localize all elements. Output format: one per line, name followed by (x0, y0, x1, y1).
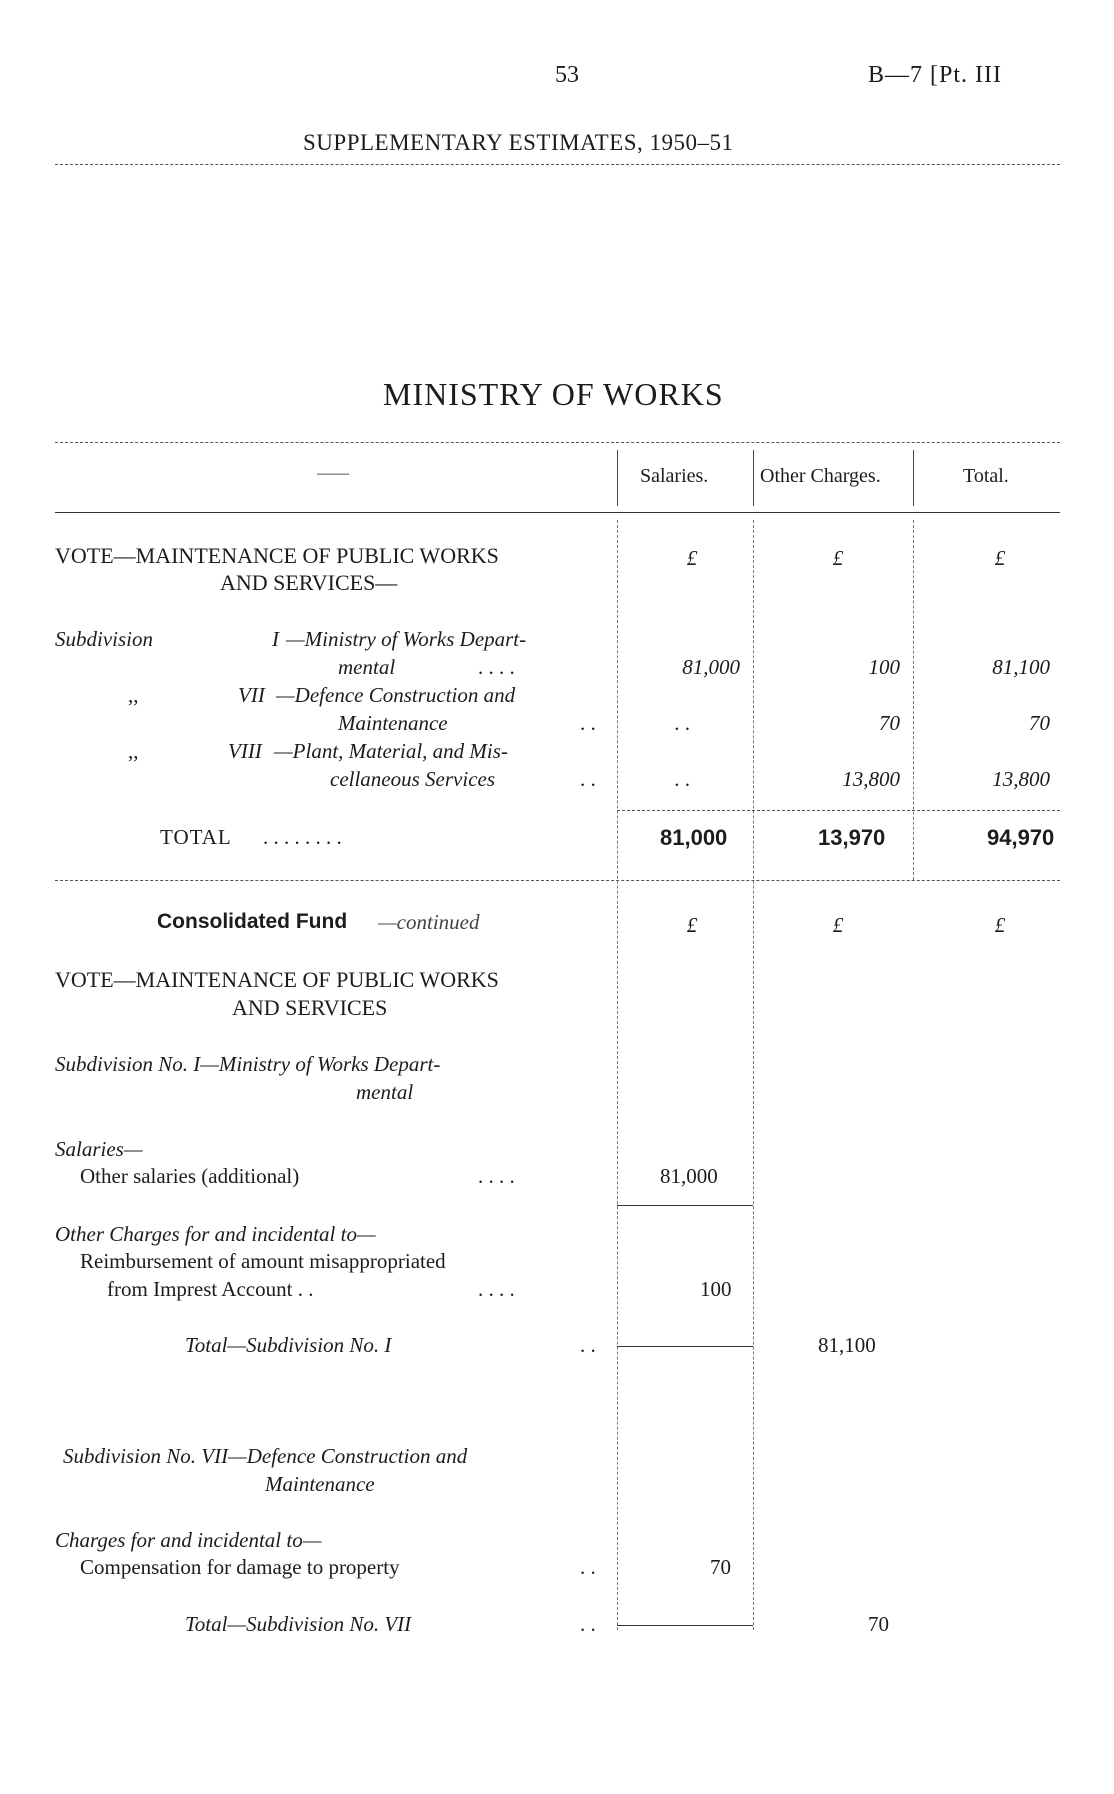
total-row-label: TOTAL (160, 825, 232, 849)
sub1-reimbursement-dots: . . . . (478, 1277, 515, 1301)
consolidated-fund-continued: —continued (378, 910, 480, 934)
summary-table-bottom-rule (55, 880, 1060, 881)
sub1-total-label: Total—Subdivision No. I (185, 1333, 392, 1357)
sub7-total-label: Total—Subdivision No. VII (185, 1612, 412, 1636)
summary-row-2-prefix: ,, (128, 683, 139, 707)
sub7-total-value: 70 (868, 1612, 889, 1636)
column-guide-3 (913, 520, 914, 880)
detail-vote-heading-line2: AND SERVICES (232, 995, 388, 1020)
sub1-heading-cont: mental (356, 1080, 414, 1104)
detail-currency-other: £ (832, 913, 844, 937)
currency-salaries: £ (686, 546, 698, 570)
page-reference: B—7 [Pt. III (868, 62, 1002, 88)
currency-total: £ (994, 546, 1006, 570)
column-guide-2 (753, 520, 754, 1630)
summary-row-2-other: 70 (879, 711, 900, 735)
column-divider-2 (753, 450, 754, 506)
summary-row-3-desc-cont: cellaneous Services (330, 767, 496, 791)
vote-heading-line2: AND SERVICES— (220, 570, 398, 595)
summary-row-1-code: I (272, 627, 279, 651)
sub1-reimbursement-cont: from Imprest Account . . (107, 1277, 314, 1301)
summary-row-3-prefix: ,, (128, 739, 139, 763)
summary-row-1-dots: . . . . (478, 655, 515, 679)
summary-row-1-desc: —Ministry of Works Depart- (286, 627, 527, 651)
summary-row-1-salaries: 81,000 (682, 655, 740, 679)
running-title: SUPPLEMENTARY ESTIMATES, 1950–51 (303, 130, 734, 155)
summary-row-1-other: 100 (868, 655, 900, 679)
column-header-other-charges: Other Charges. (760, 465, 881, 487)
summary-row-2-code: VII (238, 683, 265, 707)
column-header-blank: —— (317, 465, 349, 482)
summary-row-2-total: 70 (1029, 711, 1050, 735)
detail-currency-salaries: £ (686, 913, 698, 937)
summary-row-3-total: 13,800 (992, 767, 1050, 791)
summary-row-1-prefix: Subdivision (55, 627, 153, 651)
summary-row-3-dots: . . (580, 767, 596, 791)
sub1-other-salaries-dots: . . . . (478, 1164, 515, 1188)
sub7-total-rule (617, 1625, 753, 1626)
total-row-dots: . . . . . . . . (263, 825, 342, 849)
vote-heading-line1: VOTE—MAINTENANCE OF PUBLIC WORKS (55, 543, 499, 568)
column-divider-3 (913, 450, 914, 506)
sub1-total-value: 81,100 (818, 1333, 876, 1357)
column-divider-1 (617, 450, 618, 506)
summary-row-2-salaries: . . (674, 711, 690, 735)
sub7-charges-label: Charges for and incidental to— (55, 1528, 322, 1552)
total-row-total: 94,970 (987, 825, 1055, 850)
sub1-other-salaries: Other salaries (additional) (80, 1164, 300, 1188)
sub7-compensation-value: 70 (710, 1555, 731, 1579)
summary-row-3-salaries: . . (674, 767, 690, 791)
page-number: 53 (555, 62, 579, 88)
column-guide-1 (617, 520, 618, 1630)
currency-other: £ (832, 546, 844, 570)
detail-currency-total: £ (994, 913, 1006, 937)
summary-row-3-desc: —Plant, Material, and Mis- (274, 739, 508, 763)
sub1-total-rule (617, 1346, 753, 1347)
sub1-salaries-label: Salaries— (55, 1137, 143, 1161)
sub7-compensation: Compensation for damage to property (80, 1555, 400, 1579)
sub1-other-salaries-value: 81,000 (660, 1164, 718, 1188)
summary-row-2-dots: . . (580, 711, 596, 735)
sub7-compensation-dots: . . (580, 1555, 596, 1579)
summary-row-3-other: 13,800 (842, 767, 900, 791)
column-header-salaries: Salaries. (640, 465, 709, 487)
sub7-heading: Subdivision No. VII—Defence Construction and (63, 1444, 468, 1468)
column-header-rule (55, 512, 1060, 513)
summary-row-2-desc-cont: Maintenance (338, 711, 448, 735)
sub1-reimbursement-value: 100 (700, 1277, 732, 1301)
total-row-salaries: 81,000 (660, 825, 728, 850)
sub1-charges-label: Other Charges for and incidental to— (55, 1222, 376, 1246)
summary-row-1-desc-cont: mental (338, 655, 396, 679)
consolidated-fund-label: Consolidated Fund (157, 910, 348, 933)
sub7-heading-cont: Maintenance (265, 1472, 375, 1496)
total-row-rule-top (617, 810, 1060, 811)
sub1-reimbursement: Reimbursement of amount misappropriated (80, 1249, 446, 1273)
detail-vote-heading-line1: VOTE—MAINTENANCE OF PUBLIC WORKS (55, 967, 499, 992)
column-header-total: Total. (963, 465, 1009, 487)
sub1-salaries-rule (617, 1205, 753, 1206)
header-rule (55, 164, 1060, 165)
sub7-total-dots: . . (580, 1612, 596, 1636)
summary-row-1-total: 81,100 (992, 655, 1050, 679)
table-top-rule (55, 442, 1060, 443)
ministry-title: MINISTRY OF WORKS (383, 376, 724, 412)
summary-row-2-desc: —Defence Construction and (276, 683, 516, 707)
sub1-heading: Subdivision No. I—Ministry of Works Depart- (55, 1052, 441, 1076)
total-row-other: 13,970 (818, 825, 886, 850)
summary-row-3-code: VIII (228, 739, 262, 763)
sub1-total-dots: . . (580, 1333, 596, 1357)
